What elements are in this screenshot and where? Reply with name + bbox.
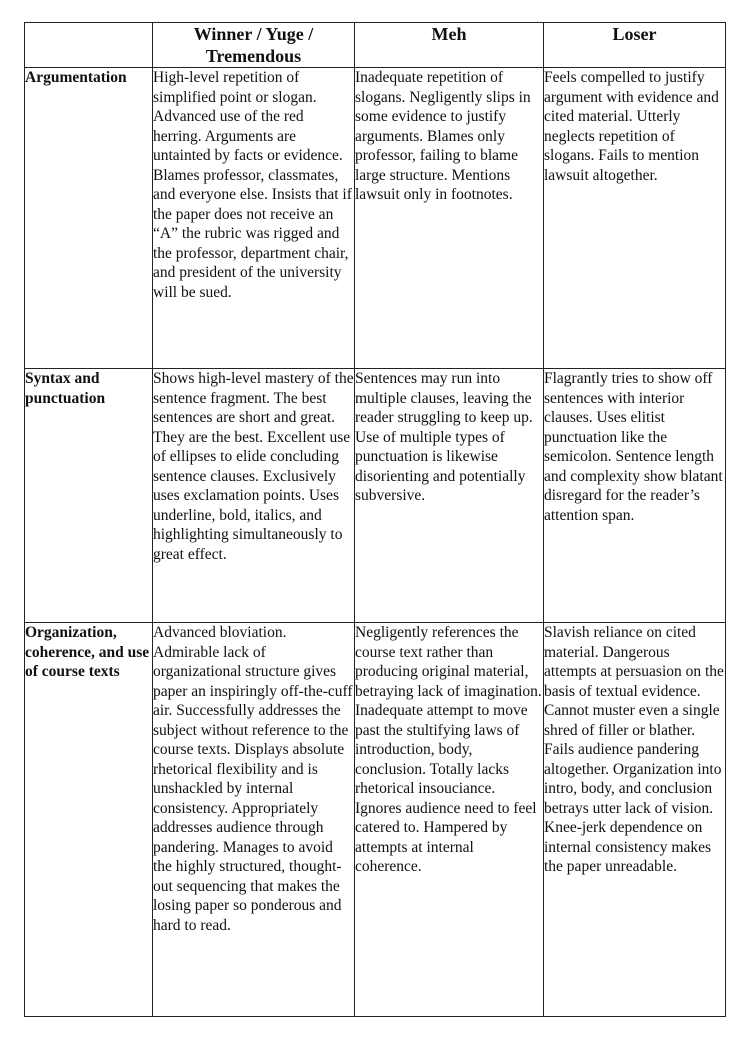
rubric-table [24,22,726,1017]
organization-loser-cell: Slavish reliance on cited material. Dangerous attempts at persuasion on the basis of textual evidence. Cannot muster even a single shred of filler or blather. Fails audience pandering altogether. Organization into intro, body, and conclusion betrays utter lack of vision. Knee-jerk dependence on internal consistency makes the paper unreadable. [544,623,726,1017]
table-row-organization [25,623,726,1017]
header-winner: Winner / Yuge / Tremendous [153,23,355,68]
syntax-winner-cell: Shows high-level mastery of the sentence fragment. The best sentences are short and great. They are the best. Excellent use of ellipses to elide concluding sentence clauses. Exclusively uses exclamation points. Uses underline, bold, italics, and highlighting simultaneously to great effect. [153,369,355,623]
criterion-argumentation: Argumentation [25,68,153,369]
criterion-syntax: Syntax and punctuation [25,369,153,623]
argumentation-winner-cell: High-level repetition of simplified point or slogan. Advanced use of the red herring. Arguments are untainted by facts or evidence. Blames professor, classmates, and everyone else. Insists that if the paper does not receive an “A” the rubric was rigged and the professor, department chair, and president of the university will be sued. [153,68,355,369]
header-meh: Meh [355,23,544,68]
syntax-loser-cell: Flagrantly tries to show off sentences with interior clauses. Uses elitist punctuation like the semicolon. Sentence length and complexity show blatant disregard for the reader’s attention span. [544,369,726,623]
syntax-meh-cell: Sentences may run into multiple clauses, leaving the reader struggling to keep up. Use of multiple types of punctuation is likewise disorienting and potentially subversive. [355,369,544,623]
header-loser: Loser [544,23,726,68]
organization-meh-cell: Negligently references the course text rather than producing original material, betraying lack of imagination. Inadequate attempt to move past the stultifying laws of introduction, body, conclusion. Totally lacks rhetorical insouciance. Ignores audience need to feel catered to. Hampered by attempts at internal coherence. [355,623,544,1017]
organization-winner-cell: Advanced bloviation. Admirable lack of organizational structure gives paper an inspiringly off-the-cuff air. Successfully addresses the subject without reference to the course texts. Displays absolute rhetorical flexibility and is unshackled by internal consistency. Appropriately addresses audience through pandering. Manages to avoid the highly structured, thought-out sequencing that makes the losing paper so ponderous and hard to read. [153,623,355,1017]
table-row-argumentation [25,68,726,369]
criterion-organization: Organization, coherence, and use of course texts [25,623,153,1017]
corner-cell [25,23,153,68]
table-row-syntax [25,369,726,623]
argumentation-loser-cell: Feels compelled to justify argument with evidence and cited material. Utterly neglects repetition of slogans. Fails to mention lawsuit altogether. [544,68,726,369]
argumentation-meh-cell: Inadequate repetition of slogans. Negligently slips in some evidence to justify arguments. Blames only professor, failing to blame large structure. Mentions lawsuit only in footnotes. [355,68,544,369]
header-row [25,23,726,68]
